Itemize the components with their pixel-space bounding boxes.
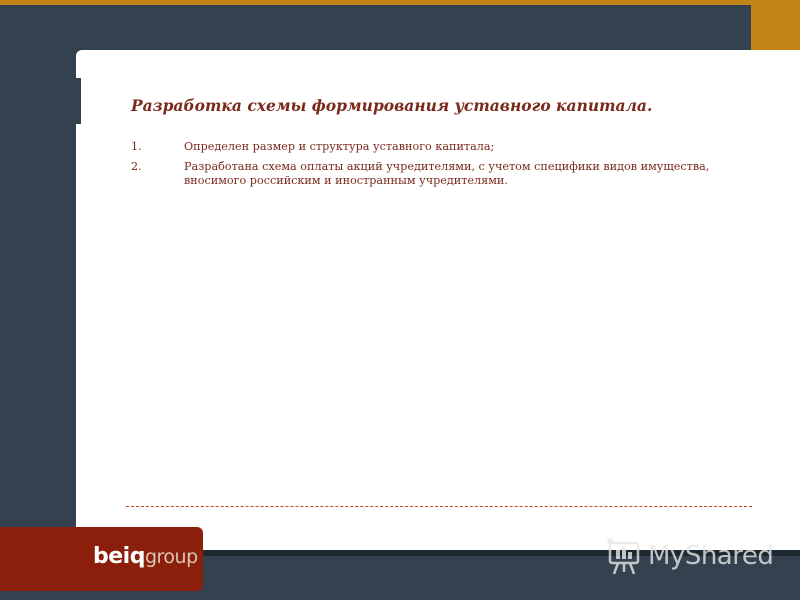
slide-content-panel <box>76 50 800 550</box>
dashed-divider <box>126 506 752 507</box>
list-item-text: Определен размер и структура уставного капитала; <box>184 140 495 153</box>
list-item-text: Разработана схема оплаты акций учредителями, с учетом специфики видов имущества, вносимого российским и иностранным учредителями. <box>184 160 710 187</box>
watermark <box>606 536 773 576</box>
list-item <box>131 140 741 154</box>
list-item-number: 2. <box>131 160 142 173</box>
slide-title: Разработка схемы формирования уставного капитала. <box>131 96 653 115</box>
slide-list <box>131 140 741 194</box>
company-logo <box>93 544 198 569</box>
logo-part-beiq: beiq <box>93 544 145 569</box>
title-marker <box>76 78 81 124</box>
list-item-number: 1. <box>131 140 142 153</box>
presentation-board-icon <box>606 537 642 575</box>
logo-part-group: group <box>144 546 198 568</box>
top-accent-bar <box>0 0 800 5</box>
list-item <box>131 160 741 188</box>
watermark-text: MyShared <box>648 541 774 571</box>
